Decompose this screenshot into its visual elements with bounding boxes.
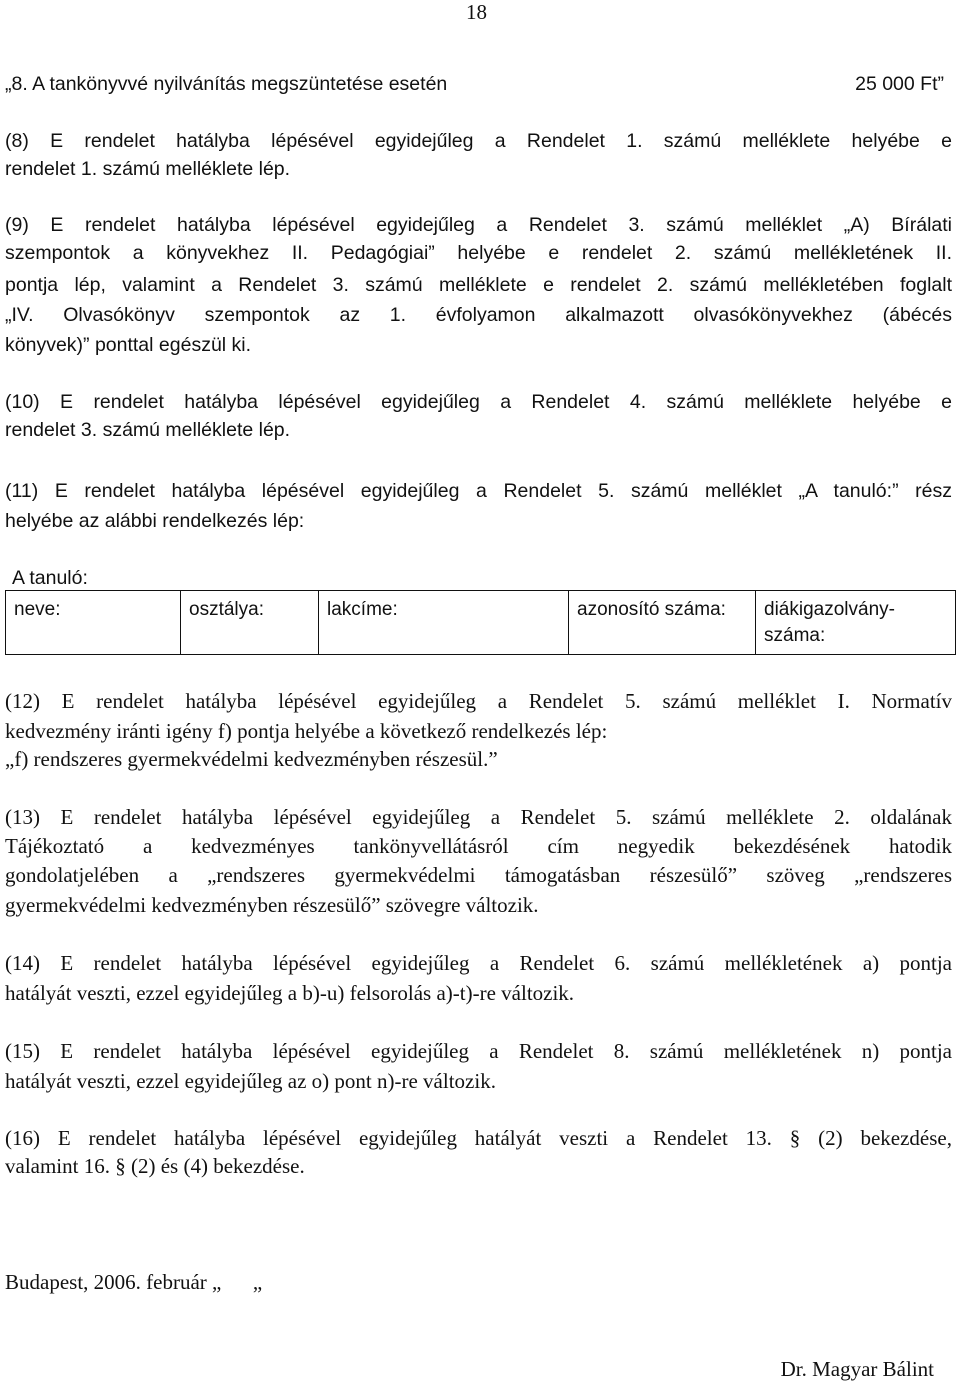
paragraph-15-line-2: hatályát veszti, ezzel egyidejűleg az o) pont n)-re változik.	[5, 1069, 496, 1093]
paragraph-16-line-1: (16) E rendelet hatályba lépésével egyidejűleg hatályát veszti a Rendelet 13. § (2) bekezdése,	[5, 1126, 952, 1150]
student-id-cell: azonosító száma:	[569, 591, 756, 655]
paragraph-13-line-2: Tájékoztató a kedvezményes tankönyvellátásról cím negyedik bekezdésének hatodik	[5, 834, 952, 858]
paragraph-11-line-2: helyébe az alábbi rendelkezés lép:	[5, 510, 305, 532]
paragraph-12-line-2: kedvezmény iránti igény f) pontja helyébe a következő rendelkezés lép:	[5, 719, 608, 743]
paragraph-16-line-2: valamint 16. § (2) és (4) bekezdése.	[5, 1154, 305, 1178]
paragraph-15-line-1: (15) E rendelet hatályba lépésével egyidejűleg a Rendelet 8. számú mellékletének n) pontja	[5, 1039, 952, 1063]
paragraph-11-line-1: (11) E rendelet hatályba lépésével egyidejűleg a Rendelet 5. számú melléklet „A tanuló:” rész	[5, 480, 952, 502]
student-class-cell: osztálya:	[181, 591, 319, 655]
paragraph-13-line-1: (13) E rendelet hatályba lépésével egyidejűleg a Rendelet 5. számú melléklete 2. oldalának	[5, 805, 952, 829]
paragraph-10-line-1: (10) E rendelet hatályba lépésével egyidejűleg a Rendelet 4. számú melléklete helyébe e	[5, 391, 952, 413]
paragraph-9-line-4: „IV. Olvasókönyv szempontok az 1. évfolyamon alkalmazott olvasókönyvekhez (ábécés	[5, 304, 952, 326]
student-form-table	[5, 590, 956, 655]
paragraph-9-line-3: pontja lép, valamint a Rendelet 3. számú melléklete e rendelet 2. számú mellékletében foglalt	[5, 274, 952, 296]
page-number: 18	[466, 0, 487, 24]
paragraph-14-line-1: (14) E rendelet hatályba lépésével egyidejűleg a Rendelet 6. számú mellékletének a) pontja	[5, 951, 952, 975]
paragraph-8-line-1: (8) E rendelet hatályba lépésével egyidejűleg a Rendelet 1. számú melléklete helyébe e	[5, 130, 952, 152]
paragraph-13-line-3: gondolatjelében a „rendszeres gyermekvédelmi támogatásban részesülő” szöveg „rendszeres	[5, 863, 952, 887]
fee-item-line	[5, 71, 952, 97]
fee-amount: 25 000 Ft”	[855, 73, 944, 95]
paragraph-14-line-2: hatályát veszti, ezzel egyidejűleg a b)-u) felsorolás a)-t)-re változik.	[5, 981, 575, 1005]
signatory-name: Dr. Magyar Bálint	[780, 1357, 934, 1381]
paragraph-13-line-4: gyermekvédelmi kedvezményben részesülő” szövegre változik.	[5, 893, 539, 917]
place-and-date: Budapest, 2006. február „ „	[5, 1270, 263, 1294]
paragraph-8-line-2: rendelet 1. számú melléklete lép.	[5, 158, 291, 180]
student-card-number-cell: diákigazolvány-száma:	[756, 591, 956, 655]
paragraph-9-line-1: (9) E rendelet hatályba lépésével egyidejűleg a Rendelet 3. számú melléklet „A) Bírálati	[5, 214, 952, 236]
paragraph-9-line-2: szempontok a könyvekhez II. Pedagógiai” helyébe e rendelet 2. számú mellékletének II.	[5, 242, 952, 264]
paragraph-9-line-5: könyvek)” ponttal egészül ki.	[5, 334, 252, 356]
student-address-cell: lakcíme:	[319, 591, 569, 655]
fee-item-text: „8. A tankönyvvé nyilvánítás megszüntetése esetén	[5, 73, 448, 95]
paragraph-10-line-2: rendelet 3. számú melléklete lép.	[5, 419, 291, 441]
student-name-cell: neve:	[6, 591, 181, 655]
student-form-label: A tanuló:	[12, 567, 88, 589]
student-form-row	[6, 591, 956, 655]
paragraph-12-line-1: (12) E rendelet hatályba lépésével egyidejűleg a Rendelet 5. számú melléklet I. Normatív	[5, 689, 952, 713]
paragraph-12-line-3: „f) rendszeres gyermekvédelmi kedvezményben részesül.”	[5, 747, 498, 771]
